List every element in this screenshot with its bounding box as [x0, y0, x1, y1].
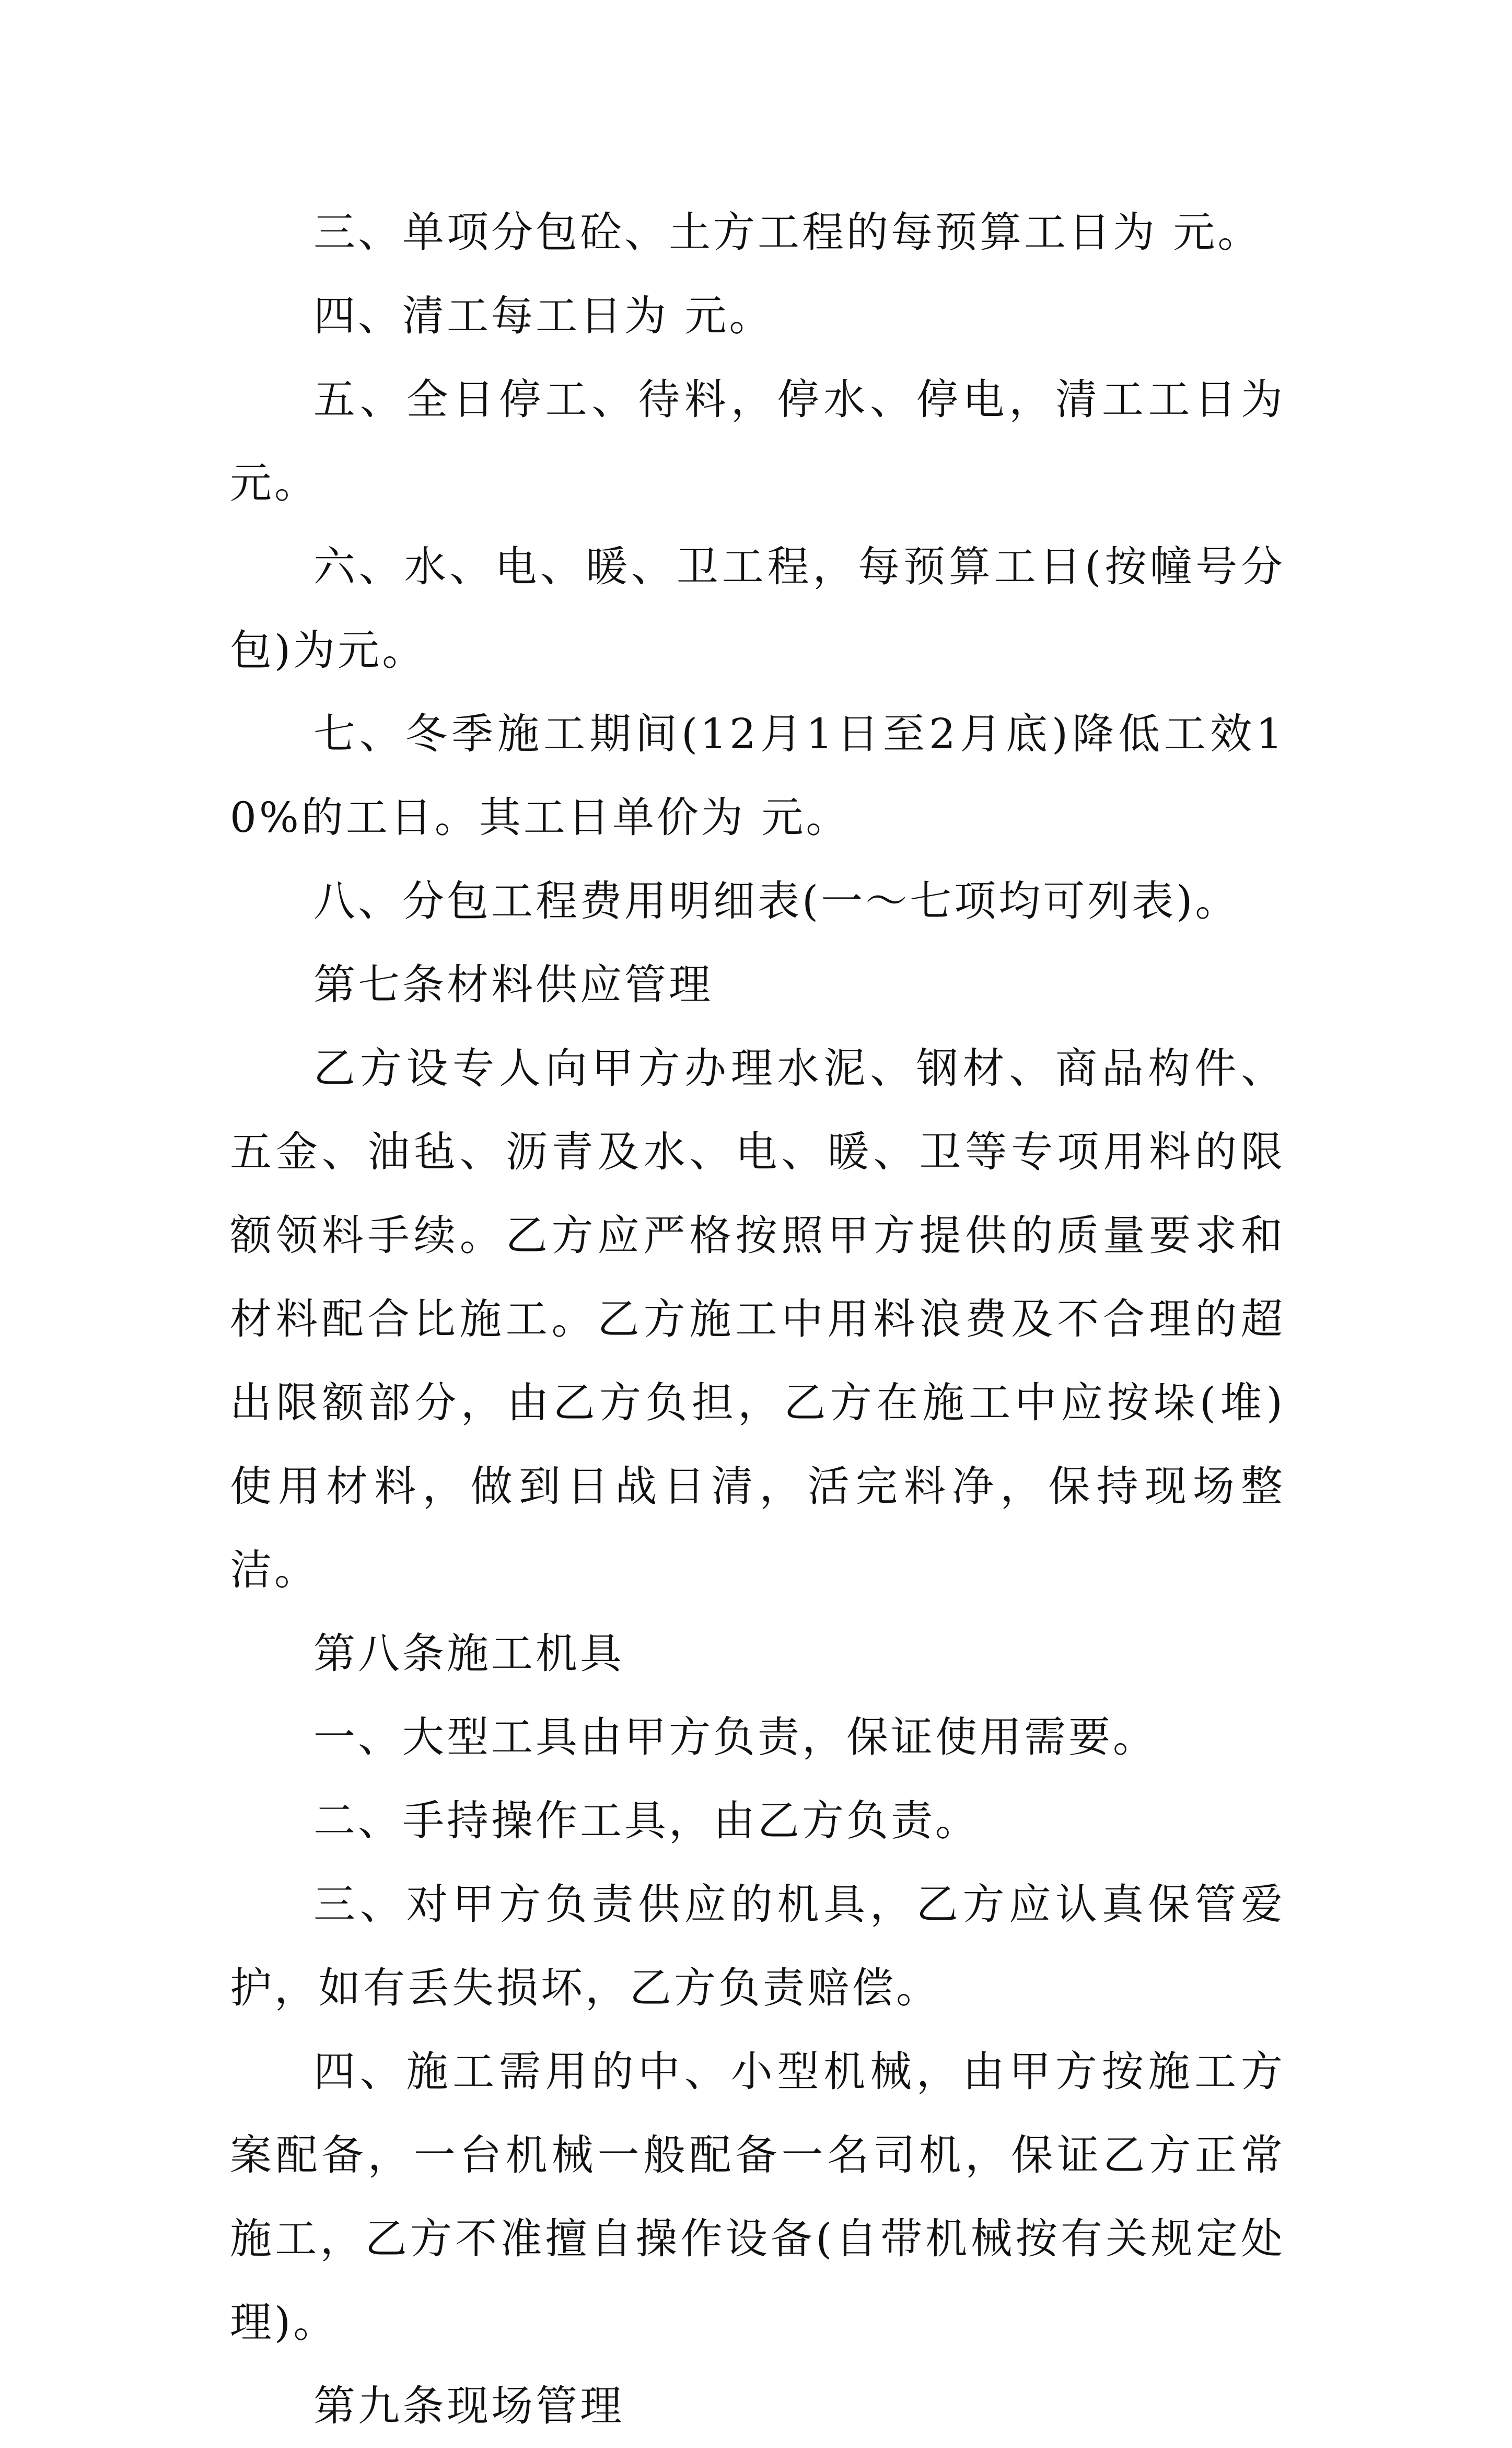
article-9-heading: 第九条现场管理	[313, 2382, 624, 2430]
article-8-item-3: 三、对甲方负责供应的机具，乙方应认真保管爱护，如有丢失损坏，乙方负责赔偿。	[230, 1880, 1285, 2012]
clause-item-6: 六、水、电、暖、卫工程，每预算工日(按幢号分包)为元。	[230, 542, 1285, 675]
article-8-item-2: 二、手持操作工具，由乙方负责。	[313, 1796, 980, 1845]
article-7-body: 乙方设专人向甲方办理水泥、钢材、商品构件、五金、油毡、沥青及水、电、暖、卫等专项用料的限额领料手续。乙方应严格按照甲方提供的质量要求和材料配合比施工。乙方施工中用料浪费及不合理的超出限额部分，由乙方负担，乙方在施工中应按垛(堆)使用材料，做到日战日清，活完料净，保持现场整洁。	[230, 1044, 1285, 1594]
article-7-heading: 第七条材料供应管理	[313, 960, 713, 1009]
article-8-item-1: 一、大型工具由甲方负责，保证使用需要。	[313, 1713, 1157, 1761]
clause-item-5: 五、全日停工、待料，停水、停电，清工工日为 元。	[230, 375, 1285, 507]
document-body	[230, 191, 1285, 2448]
clause-item-3: 三、单项分包砼、土方工程的每预算工日为 元。	[313, 208, 1262, 257]
clause-item-8: 八、分包工程费用明细表(一～七项均可列表)。	[313, 877, 1240, 925]
article-8-heading: 第八条施工机具	[313, 1629, 624, 1678]
article-8-item-4: 四、施工需用的中、小型机械，由甲方按施工方案配备，一台机械一般配备一名司机，保证乙方正常施工，乙方不准擅自操作设备(自带机械按有关规定处理)。	[230, 2047, 1285, 2347]
clause-item-7: 七、冬季施工期间(12月1日至2月底)降低工效10%的工日。其工日单价为 元。	[230, 710, 1285, 842]
clause-item-4: 四、清工每工日为 元。	[313, 292, 774, 340]
